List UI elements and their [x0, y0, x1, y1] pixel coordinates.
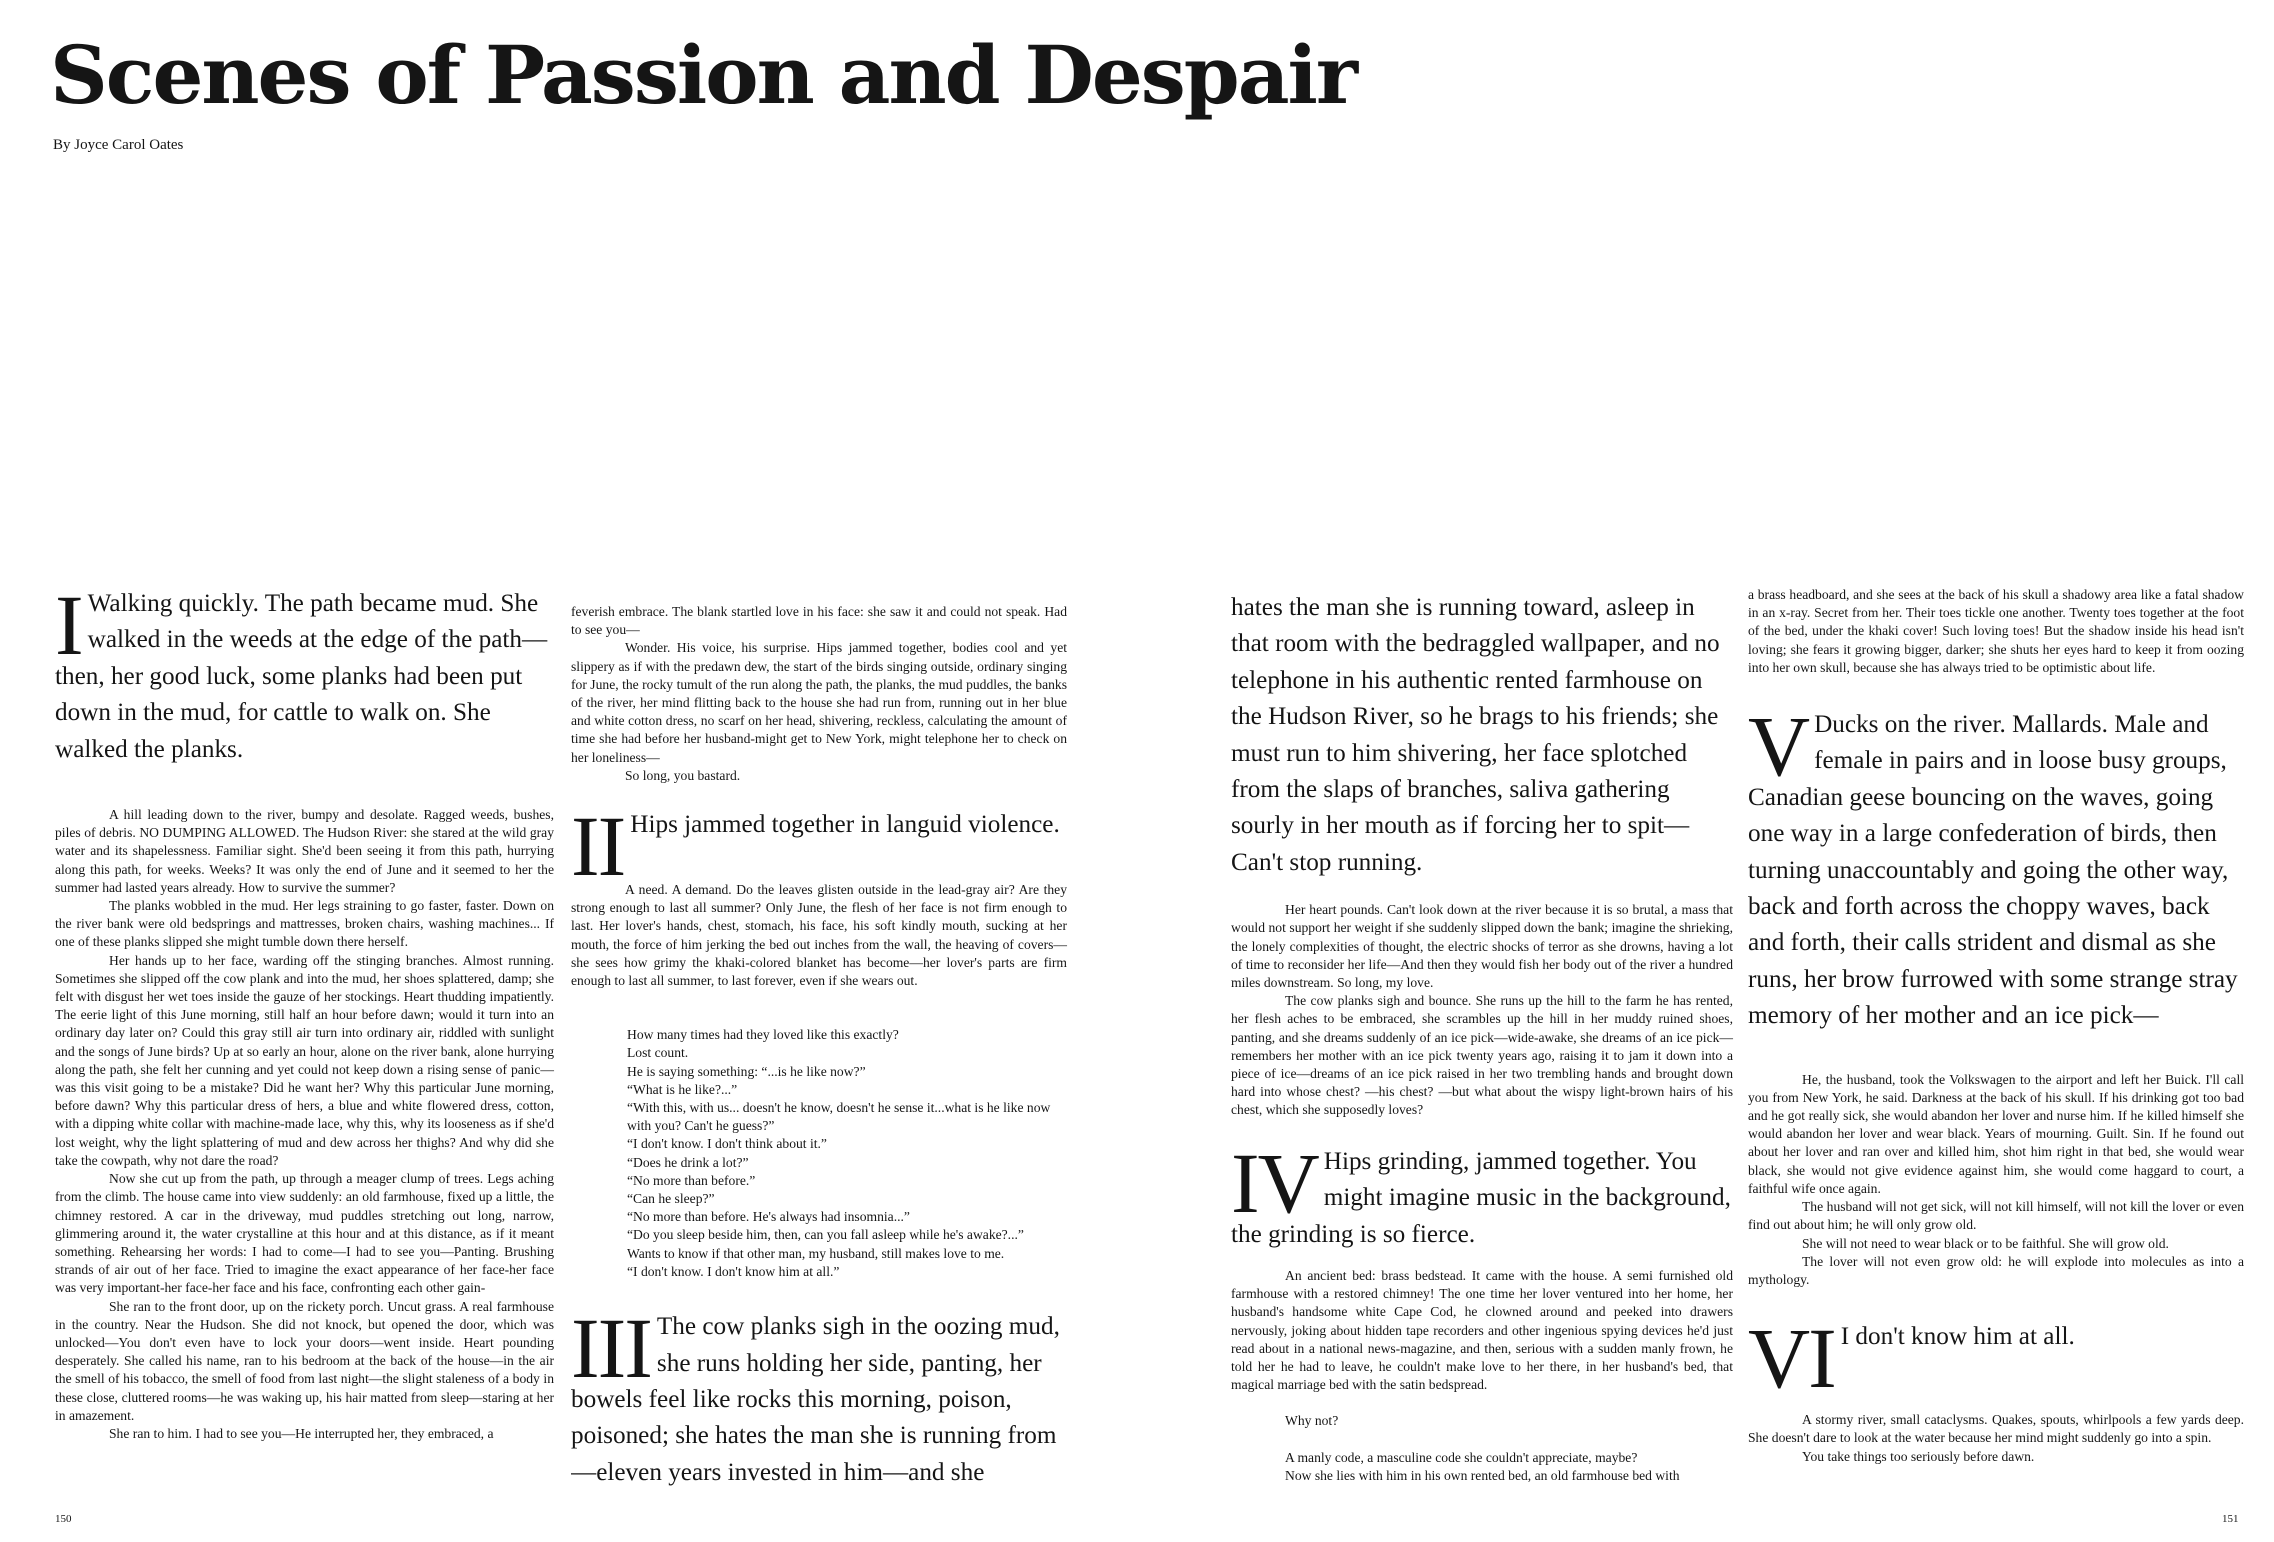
section-6-numeral: VI	[1748, 1319, 1835, 1390]
section-4-lead	[1231, 1144, 1733, 1253]
paragraph: An ancient bed: brass bedstead. It came with the house. A semi furnished old farmhouse with a restored chimney! The one time her lover ventured into her home, her husband's handsome white Cape Cod, he clowned around and peeked into drawers nervously, joking about hidden tape recorders and other ingenious spying devices he'd just read about in a national news-magazine, and then, serious with a sudden manly frown, he told her he had to leave, he couldn't make love to her there, in her husband's bed, that magical marriage bed with the satin bedspread.	[1231, 1267, 1733, 1393]
column-1	[55, 586, 554, 1443]
column-4	[1748, 586, 2244, 1466]
section-3-lead	[571, 1309, 1067, 1491]
section-1-lead-text: Walking quickly. The path became mud. She walked in the weeds at the edge of the path—then, her good luck, some planks had been put down in the mud, for cattle to walk on. She walked the planks.	[55, 590, 548, 763]
column-2	[571, 603, 1067, 1491]
section-5-lead-text: Ducks on the river. Mallards. Male and female in pairs and in loose busy groups, Canadian geese bouncing on the waves, going one way in a large confederation of birds, then turning unaccountably and going the other way, back and forth across the choppy waves, back and forth, their calls strident and dismal as she runs, her brow furrowed with some strange stray memory of her mother and an ice pick—	[1748, 711, 2238, 1030]
dialogue-line: “I don't know. I don't know him at all.”	[627, 1263, 840, 1279]
paragraph: feverish embrace. The blank startled love in his face: she saw it and could not speak. Had to see you—	[571, 604, 1067, 638]
section-3-numeral: III	[571, 1309, 651, 1397]
dialogue-line: “No more than before. He's always had insomnia...”	[627, 1209, 910, 1225]
paragraph: The husband will not get sick, will not kill himself, will not kill the lover or even find out about him; he will only grow old.	[1748, 1199, 2244, 1233]
section-4-whynot	[1231, 1412, 1733, 1430]
section-3-body	[1231, 901, 1733, 1119]
dialogue-line: “Can he sleep?”	[627, 1191, 715, 1207]
folio-right: 151	[2222, 1513, 2239, 1525]
paragraph: Now she cut up from the path, up through a meager clump of trees. Legs aching from the climb. The house came into view suddenly: an old farmhouse, fixed up a little, the chimney restored. A car in the driveway, mud puddles stretching out long, narrow, glimmering around it, the water crystalline at this hour and at this distance, as if it meant something. Rehearsing her words: I had to come—I had to see you—Panting. Brushing strands of air out of her face. Tried to imagine the exact appearance of her face-her face was very important-her face-her face and his face, confronting each other gain-	[55, 1171, 554, 1296]
section-1-continued	[571, 603, 1067, 785]
dialogue-line: Lost count.	[627, 1045, 689, 1061]
paragraph: You take things too seriously before dawn.	[1802, 1448, 2035, 1464]
section-2-dialogue	[571, 1026, 1067, 1281]
section-4-lead-text: Hips grinding, jammed together. You might imagine music in the background, the grinding is so fierce.	[1231, 1147, 1731, 1248]
paragraph: Her heart pounds. Can't look down at the river because it is so brutal, a mass that would not support her weight if she suddenly slipped down the bank; imagine the shrieking, the lonely complexities of thought, the electric shocks of terror as she drowns, having a lot of time to reconsider her life—And then they would fish her body out of the river a hundred miles downstream. So long, my love.	[1231, 902, 1733, 991]
dialogue-line: “No more than before.”	[627, 1172, 756, 1188]
section-2-lead-text: Hips jammed together in languid violence.	[630, 811, 1060, 839]
paragraph: Wonder. His voice, his surprise. Hips jammed together, bodies cool and yet slippery as if with the predawn dew, the start of the birds singing outside, ordinary singing for June, the rocky tumult of the run along the path, the planks, the mud puddles, the banks of the river, her mind flitting back to the house she had run from, running out in her blue and white cotton dress, no scarf on her head, shivering, reckless, calculating the amount of time she had before her husband-might get to New York, might telephone her to check on her loneliness—	[571, 640, 1067, 765]
paragraph: He, the husband, took the Volkswagen to the airport and left her Buick. I'll call you from New York, he said. Darkness at the back of his skull. If his drinking got too bad and he got really sick, she would abandon her lover and nurse him. If he killed himself she would abandon her lover and wear black. Years of mourning. Guilt. Sin. If he found out about her lover and ran over and killed him, shot him right in that bed, she would wear black, she would not give evidence against him, she would come haggard to court, a faithful wife once again.	[1748, 1071, 2244, 1196]
paragraph: a brass headboard, and she sees at the back of his skull a shadowy area like a fatal shadow in an x-ray. Secret from her. Their toes tickle one another. Twenty toes together at the foot of the bed, under the khaki cover! Such loving toes! But the shadow inside his head isn't loving; she fears it growing bigger, darker; she shuts her eyes hard to keep it from oozing into her own skull, because she has always tried to be optimistic about life.	[1748, 587, 2244, 675]
dialogue-line: “With this, with us... doesn't he know, doesn't he sense it...what is he like now with you? Can't he guess?”	[627, 1100, 1051, 1134]
dialogue-line: “What is he like?...”	[627, 1081, 738, 1097]
section-1-lead	[55, 586, 554, 768]
paragraph: So long, you bastard.	[625, 767, 741, 783]
dialogue-line: He is saying something: “...is he like now?”	[627, 1063, 866, 1079]
section-6-body	[1748, 1411, 2244, 1466]
section-2-lead	[571, 807, 1067, 877]
paragraph: She will not need to wear black or to be faithful. She will grow old.	[1802, 1235, 2169, 1251]
dialogue-line: Now she lies with him in his own rented bed, an old farmhouse bed with	[1285, 1467, 1680, 1483]
dialogue-line: A manly code, a masculine code she couldn't appreciate, maybe?	[1285, 1449, 1638, 1465]
dialogue-line: Wants to know if that other man, my husband, still makes love to me.	[627, 1245, 1005, 1261]
section-4-numeral: IV	[1231, 1143, 1318, 1231]
paragraph: The planks wobbled in the mud. Her legs straining to go faster, faster. Down on the river bank were old bedsprings and mattresses, broken chairs, washing machines... If one of these planks slipped she might tumble down there herself.	[55, 898, 554, 950]
section-5-numeral: V	[1748, 707, 1809, 795]
section-3-lead-continued: hates the man she is running toward, asleep in that room with the bedraggled wallpaper, and no telephone in his authentic rented farmhouse on the Hudson River, so he brags to his friends; she must run to him shivering, her face splotched from the slaps of branches, saliva gathering sourly in her mouth as if forcing her to spit—Can't stop running.	[1231, 594, 1720, 876]
paragraph: Her hands up to her face, warding off the stinging branches. Almost running. Sometimes she slipped off the cow plank and into the mud, her shoes splattered, damp; she felt with disgust her wet toes inside the gauze of her stockings. Heart thudding impatiently. The eerie light of this June morning, still half an hour before dawn; would it turn into an ordinary day later on? Could this gray still air turn into ordinary air, riddled with sunlight and the songs of June birds? Up at so early an hour, alone on the river bank, alone hurrying along the path, she felt her cunning and yet could not keep down a rising sense of panic—was this visit going to be a mistake? Did he want her? Why this particular June morning, before dawn? Why this particular dress of hers, a blue and white flowered dress, cotton, with a dipping white collar with machine-made lace, why this, why its looseness as if she'd lost weight, why the light splattering of mud and dew across her thighs? And why did she take the cowpath, why not dare the road?	[55, 952, 554, 1168]
dialogue-line: How many times had they loved like this exactly?	[627, 1027, 899, 1043]
dialogue-line: Why not?	[1285, 1413, 1339, 1429]
byline: By Joyce Carol Oates	[53, 137, 184, 153]
section-4-tail	[1231, 1449, 1733, 1485]
paragraph: The cow planks sigh and bounce. She runs up the hill to the farm he has rented, her flesh aches to be embraced, she scrambles up the hill in her muddy ruined shoes, panting, and she dreams suddenly of an ice pick—wide-awake, she dreams of an ice pick—remembers her mother with an ice pick twenty years ago, raising it to jam it down into a piece of ice—dreams of an ice pick raised in her two trembling hands and brought down hard into whose chest? —his chest? —but what about the wispy light-brown hairs of his chest, which she supposedly loves?	[1231, 993, 1733, 1118]
paragraph: The lover will not even grow old: he will explode into molecules as into a mythology.	[1748, 1253, 2244, 1287]
paragraph: She ran to the front door, up on the rickety porch. Uncut grass. A real farmhouse in the country. Near the Hudson. She did not knock, but opened the door, which was unlocked—You don't even have to lock your doors—went inside. Heart pounding desperately. She called his name, ran to his bedroom at the back of the house—in the air the smell of his tobacco, the smell of food from last night—the slight staleness of a body in these close, cluttered rooms—he was waking up, his hair matted from sleep—staring at her in amazement.	[55, 1298, 554, 1423]
section-4-body	[1231, 1267, 1733, 1394]
dialogue-line: “Does he drink a lot?”	[627, 1154, 749, 1170]
section-4-continued	[1748, 586, 2244, 677]
section-2-body	[571, 881, 1067, 990]
section-3-lead-text: The cow planks sigh in the oozing mud, she runs holding her side, panting, her bowels feel like rocks this morning, poison, poisoned; she hates the man she is running from—eleven years invested in him—and she	[571, 1313, 1060, 1486]
section-2-numeral: II	[571, 807, 625, 878]
section-5-lead	[1748, 707, 2244, 1035]
folio-left: 150	[55, 1513, 72, 1525]
dialogue-line: “I don't know. I don't think about it.”	[627, 1136, 827, 1152]
section-6-lead	[1748, 1319, 2244, 1389]
section-1-body	[55, 806, 554, 1443]
column-3	[1231, 590, 1733, 1485]
paragraph: A need. A demand. Do the leaves glisten outside in the lead-gray air? Are they strong enough to last all summer? Only June, the flesh of her face is not firm enough to last. Her lover's hands, chest, stomach, his face, his soft kindly mouth, sucking at her mouth, the force of him jerking the bed out inches from the wall, the heaving of covers—she sees how grimy the khaki-colored blanket has become—her lover's parts are firm enough to last all summer, to last forever, even if she wears out.	[571, 882, 1067, 989]
section-1-numeral: I	[55, 586, 82, 673]
dialogue-line: “Do you sleep beside him, then, can you fall asleep while he's awake?...”	[627, 1227, 1024, 1243]
paragraph: A stormy river, small cataclysms. Quakes, spouts, whirlpools a few yards deep. She doesn't dare to look at the water because her mind might suddenly go into a spin.	[1748, 1412, 2244, 1446]
article-title: Scenes of Passion and Despair	[50, 28, 1357, 122]
paragraph: She ran to him. I had to see you—He interrupted her, they embraced, a	[109, 1425, 494, 1441]
section-6-lead-text: I don't know him at all.	[1840, 1323, 2075, 1351]
paragraph: A hill leading down to the river, bumpy and desolate. Ragged weeds, bushes, piles of debris. NO DUMPING ALLOWED. The Hudson River: she stared at the wild gray water and its shapelessness. Familiar sight. She'd been seeing it from this path, hurrying along this path, for weeks. Weeks? It was only the end of June and it seemed to her the summer had lasted years already. How to survive the summer?	[55, 807, 554, 895]
section-5-body	[1748, 1071, 2244, 1289]
